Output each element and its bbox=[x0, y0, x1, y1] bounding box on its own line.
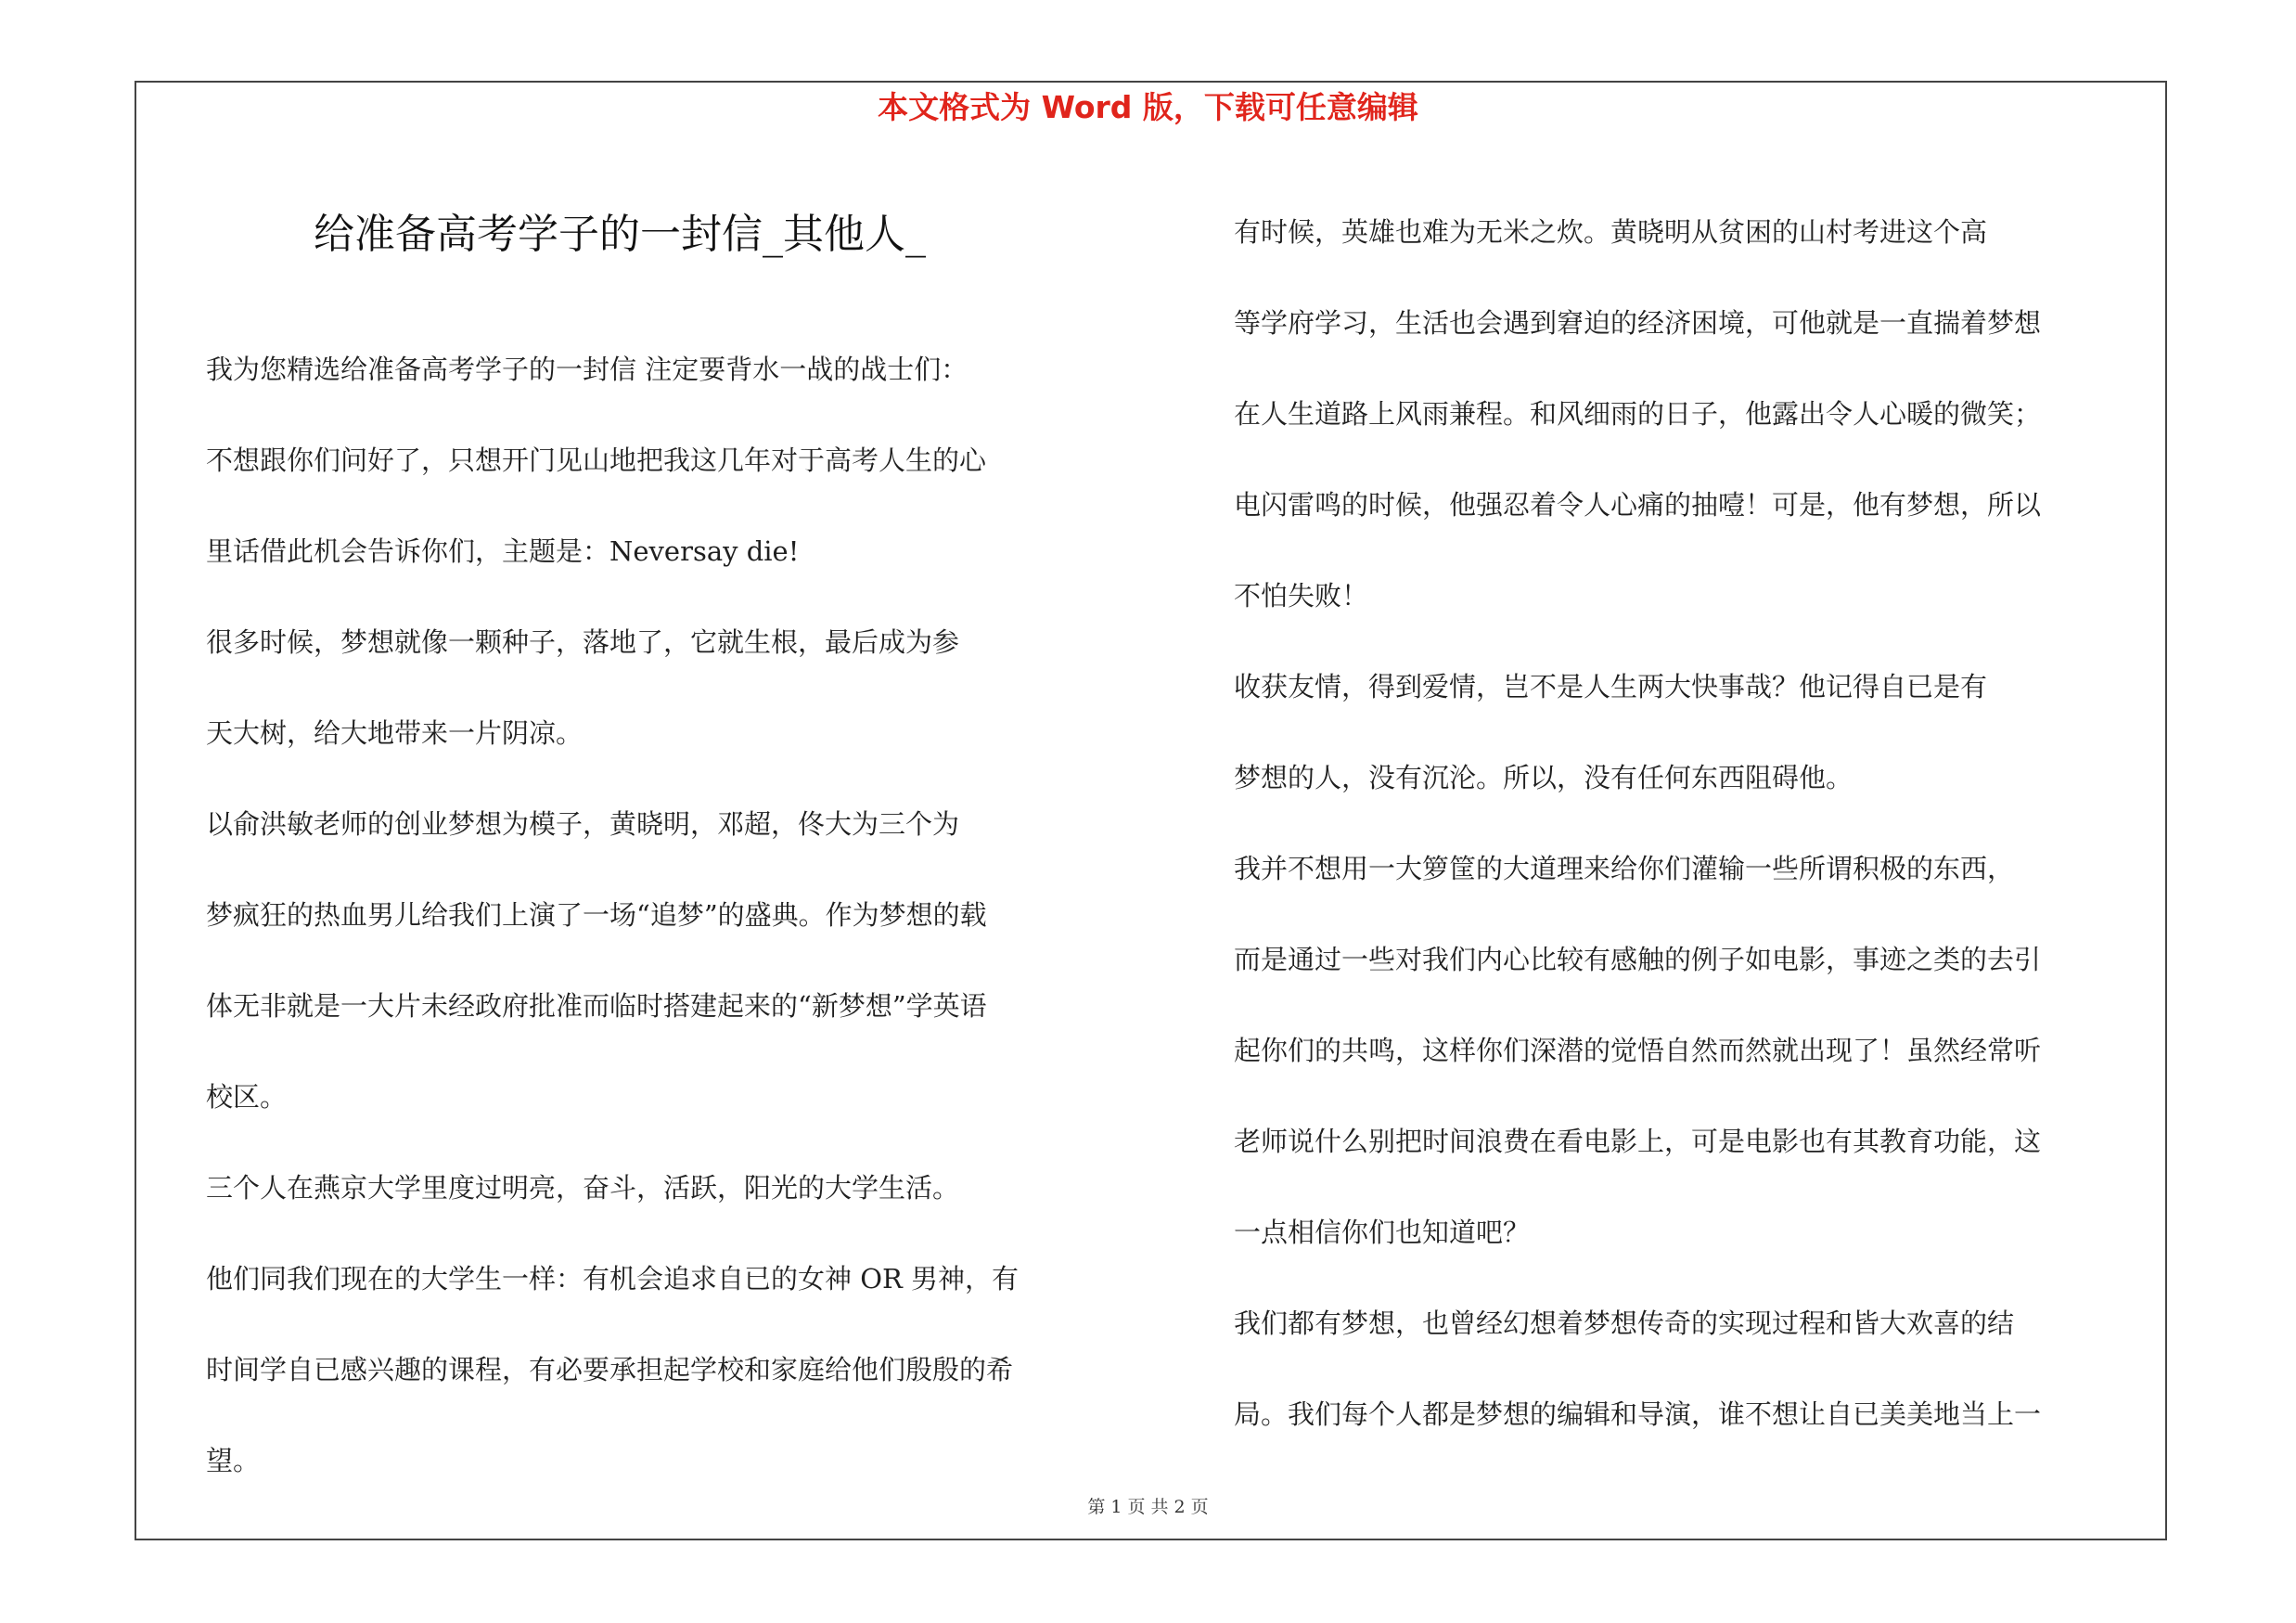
left-text-column bbox=[206, 324, 1143, 1506]
paragraph-line: 梦想的人，没有沉沦。所以，没有任何东西阻碍他。 bbox=[1234, 762, 1853, 793]
paragraph-line: 以俞洪敏老师的创业梦想为模子，黄晓明，邓超，佟大为三个为 bbox=[206, 808, 960, 840]
paragraph-line: 很多时候，梦想就像一颗种子，落地了，它就生根，最后成为参 bbox=[206, 626, 960, 658]
paragraph-line: 在人生道路上风雨兼程。和风细雨的日子，他露出令人心暖的微笑； bbox=[1234, 398, 2042, 430]
paragraph-line: 而是通过一些对我们内心比较有感触的例子如电影，事迹之类的去引 bbox=[1234, 944, 2042, 975]
paragraph-line: 他们同我们现在的大学生一样：有机会追求自已的女神 OR 男神，有 bbox=[206, 1263, 1020, 1295]
paragraph-line: 时间学自已感兴趣的课程，有必要承担起学校和家庭给他们殷殷的希 bbox=[206, 1354, 1014, 1385]
paragraph-line: 起你们的共鸣，这样你们深潜的觉悟自然而然就出现了！虽然经常听 bbox=[1234, 1035, 2042, 1066]
paragraph-line: 梦疯狂的热血男儿给我们上演了一场“追梦”的盛典。作为梦想的载 bbox=[206, 899, 987, 931]
paragraph-line: 校区。 bbox=[206, 1081, 288, 1113]
document-title: 给准备高考学子的一封信_其他人_ bbox=[314, 211, 926, 258]
right-text-column bbox=[1234, 187, 2167, 1460]
paragraph-line: 我为您精选给准备高考学子的一封信 注定要背水一战的战士们： bbox=[206, 354, 968, 385]
page-number-footer: 第 1 页 共 2 页 bbox=[1087, 1497, 1209, 1517]
paragraph-line: 望。 bbox=[206, 1445, 261, 1476]
paragraph-line: 老师说什么别把时间浪费在看电影上，可是电影也有其教育功能，这 bbox=[1234, 1126, 2042, 1157]
paragraph-line: 电闪雷鸣的时候，他强忍着令人心痛的抽噎！可是，他有梦想，所以 bbox=[1234, 489, 2042, 521]
paragraph-line: 一点相信你们也知道吧？ bbox=[1234, 1217, 1531, 1248]
paragraph-line: 体无非就是一大片未经政府批准而临时搭建起来的“新梦想”学英语 bbox=[206, 990, 987, 1022]
paragraph-line: 我们都有梦想，也曾经幻想着梦想传奇的实现过程和皆大欢喜的结 bbox=[1234, 1307, 2015, 1339]
format-notice-banner: 本文格式为 Word 版，下载可任意编辑 bbox=[878, 89, 1418, 125]
paragraph-line: 不怕失败！ bbox=[1234, 580, 1369, 612]
paragraph-line: 里话借此机会告诉你们，主题是：Neversay die! bbox=[206, 535, 800, 567]
paragraph-line: 局。我们每个人都是梦想的编辑和导演，谁不想让自已美美地当上一 bbox=[1234, 1398, 2042, 1430]
paragraph-line: 不想跟你们问好了，只想开门见山地把我这几年对于高考人生的心 bbox=[206, 444, 987, 476]
paragraph-line: 有时候，英雄也难为无米之炊。黄晓明从贫困的山村考进这个高 bbox=[1234, 216, 1988, 248]
paragraph-line: 我并不想用一大箩筐的大道理来给你们灌输一些所谓积极的东西， bbox=[1234, 853, 2015, 884]
paragraph-line: 三个人在燕京大学里度过明亮，奋斗，活跃，阳光的大学生活。 bbox=[206, 1172, 960, 1204]
paragraph-line: 等学府学习，生活也会遇到窘迫的经济困境，可他就是一直揣着梦想 bbox=[1234, 307, 2042, 339]
paragraph-line: 天大树，给大地带来一片阴凉。 bbox=[206, 717, 584, 749]
paragraph-line: 收获友情，得到爱情，岂不是人生两大快事哉？他记得自已是有 bbox=[1234, 671, 1988, 702]
